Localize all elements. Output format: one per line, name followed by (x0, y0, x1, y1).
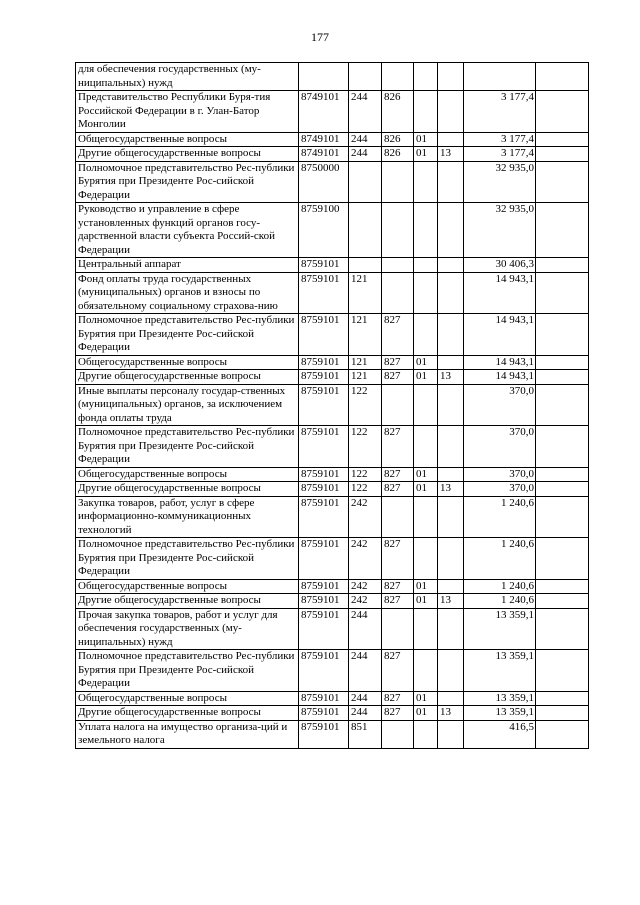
target-article-cell (299, 63, 349, 91)
expense-type-cell: 244 (349, 91, 382, 133)
row-name-cell: Другие общегосударственные вопросы (76, 370, 299, 385)
row-name-cell: Общегосударственные вопросы (76, 355, 299, 370)
empty-cell (536, 594, 589, 609)
subsection-code-cell (438, 355, 464, 370)
amount-cell: 32 935,0 (464, 203, 536, 258)
expense-type-cell: 851 (349, 720, 382, 748)
row-name-cell: Полномочное представительство Рес-публики Бурятия при Президенте Рос-сийской Федерации (76, 314, 299, 356)
administrator-code-cell: 826 (382, 147, 414, 162)
subsection-code-cell (438, 608, 464, 650)
section-code-cell (414, 203, 438, 258)
amount-cell: 13 359,1 (464, 706, 536, 721)
target-article-cell: 8749101 (299, 147, 349, 162)
target-article-cell: 8759101 (299, 650, 349, 692)
row-name-cell: Полномочное представительство Рес-публики Бурятия при Президенте Рос-сийской Федерации (76, 650, 299, 692)
target-article-cell: 8759101 (299, 706, 349, 721)
expense-type-cell (349, 203, 382, 258)
target-article-cell: 8759101 (299, 608, 349, 650)
expense-type-cell: 244 (349, 132, 382, 147)
target-article-cell: 8759101 (299, 482, 349, 497)
expense-type-cell: 244 (349, 147, 382, 162)
amount-cell: 3 177,4 (464, 91, 536, 133)
table-row (76, 272, 589, 314)
amount-cell: 14 943,1 (464, 314, 536, 356)
row-name-cell: Общегосударственные вопросы (76, 132, 299, 147)
subsection-code-cell (438, 691, 464, 706)
empty-cell (536, 720, 589, 748)
expense-type-cell (349, 161, 382, 203)
target-article-cell: 8749101 (299, 132, 349, 147)
table-row (76, 258, 589, 273)
table-row (76, 579, 589, 594)
amount-cell: 416,5 (464, 720, 536, 748)
row-name-cell: Полномочное представительство Рес-публики Бурятия при Президенте Рос-сийской Федерации (76, 161, 299, 203)
target-article-cell: 8759101 (299, 496, 349, 538)
expense-type-cell (349, 63, 382, 91)
target-article-cell: 8759101 (299, 594, 349, 609)
amount-cell: 13 359,1 (464, 608, 536, 650)
expense-type-cell: 121 (349, 370, 382, 385)
empty-cell (536, 272, 589, 314)
administrator-code-cell (382, 608, 414, 650)
row-name-cell: Общегосударственные вопросы (76, 691, 299, 706)
row-name-cell: Полномочное представительство Рес-публики Бурятия при Президенте Рос-сийской Федерации (76, 538, 299, 580)
expense-type-cell: 244 (349, 608, 382, 650)
expense-type-cell: 121 (349, 272, 382, 314)
section-code-cell (414, 272, 438, 314)
amount-cell: 370,0 (464, 482, 536, 497)
subsection-code-cell (438, 63, 464, 91)
table-row (76, 426, 589, 468)
administrator-code-cell (382, 272, 414, 314)
amount-cell: 13 359,1 (464, 650, 536, 692)
subsection-code-cell: 13 (438, 594, 464, 609)
administrator-code-cell: 827 (382, 426, 414, 468)
subsection-code-cell (438, 720, 464, 748)
empty-cell (536, 691, 589, 706)
target-article-cell: 8759101 (299, 272, 349, 314)
expense-type-cell: 244 (349, 706, 382, 721)
target-article-cell: 8759101 (299, 384, 349, 426)
table-row (76, 370, 589, 385)
empty-cell (536, 496, 589, 538)
table-row (76, 467, 589, 482)
section-code-cell: 01 (414, 706, 438, 721)
administrator-code-cell: 827 (382, 594, 414, 609)
budget-table-body (76, 63, 589, 749)
amount-cell: 14 943,1 (464, 272, 536, 314)
section-code-cell (414, 426, 438, 468)
administrator-code-cell (382, 63, 414, 91)
row-name-cell: Иные выплаты персоналу государ-ственных (муниципальных) органов, за исключением фонда оплаты труда (76, 384, 299, 426)
section-code-cell (414, 720, 438, 748)
target-article-cell: 8759101 (299, 538, 349, 580)
section-code-cell: 01 (414, 482, 438, 497)
amount-cell: 1 240,6 (464, 538, 536, 580)
row-name-cell: Общегосударственные вопросы (76, 579, 299, 594)
target-article-cell: 8759101 (299, 258, 349, 273)
table-row (76, 314, 589, 356)
empty-cell (536, 314, 589, 356)
expense-type-cell: 121 (349, 314, 382, 356)
amount-cell (464, 63, 536, 91)
row-name-cell: Руководство и управление в сфере установленных функций органов госу-дарственной власти субъекта Россий-ской Федерации (76, 203, 299, 258)
row-name-cell: Фонд оплаты труда государственных (муниципальных) органов и взносы по обязательному социальному страхова-нию (76, 272, 299, 314)
table-row (76, 91, 589, 133)
subsection-code-cell: 13 (438, 370, 464, 385)
subsection-code-cell (438, 650, 464, 692)
expense-type-cell: 242 (349, 538, 382, 580)
amount-cell: 14 943,1 (464, 355, 536, 370)
subsection-code-cell (438, 314, 464, 356)
table-row (76, 482, 589, 497)
row-name-cell: Закупка товаров, работ, услуг в сфере информационно-коммуникационных технологий (76, 496, 299, 538)
section-code-cell (414, 650, 438, 692)
subsection-code-cell (438, 467, 464, 482)
administrator-code-cell: 827 (382, 579, 414, 594)
subsection-code-cell (438, 538, 464, 580)
target-article-cell: 8759101 (299, 355, 349, 370)
administrator-code-cell (382, 496, 414, 538)
page-number: 177 (311, 30, 329, 44)
subsection-code-cell: 13 (438, 147, 464, 162)
table-row (76, 161, 589, 203)
empty-cell (536, 608, 589, 650)
empty-cell (536, 63, 589, 91)
table-row (76, 706, 589, 721)
section-code-cell (414, 91, 438, 133)
administrator-code-cell (382, 720, 414, 748)
row-name-cell: Другие общегосударственные вопросы (76, 706, 299, 721)
empty-cell (536, 258, 589, 273)
section-code-cell (414, 496, 438, 538)
target-article-cell: 8759101 (299, 426, 349, 468)
expense-type-cell: 122 (349, 426, 382, 468)
expense-type-cell: 242 (349, 579, 382, 594)
amount-cell: 370,0 (464, 384, 536, 426)
empty-cell (536, 147, 589, 162)
expense-type-cell: 244 (349, 650, 382, 692)
administrator-code-cell: 827 (382, 691, 414, 706)
section-code-cell: 01 (414, 594, 438, 609)
target-article-cell: 8759101 (299, 314, 349, 356)
expense-type-cell: 242 (349, 594, 382, 609)
table-row (76, 355, 589, 370)
target-article-cell: 8759101 (299, 691, 349, 706)
row-name-cell: Прочая закупка товаров, работ и услуг для обеспечения государственных (му-ниципальных) нужд (76, 608, 299, 650)
empty-cell (536, 132, 589, 147)
administrator-code-cell: 827 (382, 314, 414, 356)
empty-cell (536, 355, 589, 370)
subsection-code-cell (438, 161, 464, 203)
section-code-cell: 01 (414, 691, 438, 706)
section-code-cell (414, 608, 438, 650)
section-code-cell: 01 (414, 370, 438, 385)
administrator-code-cell: 827 (382, 467, 414, 482)
section-code-cell (414, 161, 438, 203)
table-row (76, 608, 589, 650)
expense-type-cell: 122 (349, 467, 382, 482)
amount-cell: 1 240,6 (464, 594, 536, 609)
empty-cell (536, 482, 589, 497)
target-article-cell: 8749101 (299, 91, 349, 133)
target-article-cell: 8759101 (299, 579, 349, 594)
target-article-cell: 8759101 (299, 370, 349, 385)
amount-cell: 13 359,1 (464, 691, 536, 706)
expense-type-cell: 244 (349, 691, 382, 706)
empty-cell (536, 538, 589, 580)
expense-type-cell (349, 258, 382, 273)
empty-cell (536, 650, 589, 692)
empty-cell (536, 91, 589, 133)
subsection-code-cell (438, 496, 464, 538)
row-name-cell: Другие общегосударственные вопросы (76, 482, 299, 497)
row-name-cell: Полномочное представительство Рес-публики Бурятия при Президенте Рос-сийской Федерации (76, 426, 299, 468)
amount-cell: 1 240,6 (464, 496, 536, 538)
table-row (76, 691, 589, 706)
amount-cell: 1 240,6 (464, 579, 536, 594)
subsection-code-cell (438, 203, 464, 258)
target-article-cell: 8759101 (299, 467, 349, 482)
administrator-code-cell: 827 (382, 538, 414, 580)
administrator-code-cell: 827 (382, 355, 414, 370)
administrator-code-cell: 827 (382, 650, 414, 692)
empty-cell (536, 370, 589, 385)
administrator-code-cell: 827 (382, 482, 414, 497)
administrator-code-cell (382, 384, 414, 426)
row-name-cell: Представительство Республики Буря-тия Российской Федерации в г. Улан-Батор Монголии (76, 91, 299, 133)
subsection-code-cell (438, 132, 464, 147)
section-code-cell (414, 384, 438, 426)
amount-cell: 370,0 (464, 426, 536, 468)
section-code-cell: 01 (414, 132, 438, 147)
expense-type-cell: 121 (349, 355, 382, 370)
subsection-code-cell (438, 426, 464, 468)
budget-table (75, 62, 589, 749)
amount-cell: 14 943,1 (464, 370, 536, 385)
empty-cell (536, 203, 589, 258)
subsection-code-cell (438, 91, 464, 133)
section-code-cell (414, 258, 438, 273)
expense-type-cell: 122 (349, 384, 382, 426)
subsection-code-cell (438, 384, 464, 426)
empty-cell (536, 579, 589, 594)
subsection-code-cell (438, 258, 464, 273)
section-code-cell: 01 (414, 467, 438, 482)
administrator-code-cell: 827 (382, 370, 414, 385)
row-name-cell: Другие общегосударственные вопросы (76, 594, 299, 609)
table-row (76, 203, 589, 258)
section-code-cell (414, 314, 438, 356)
subsection-code-cell: 13 (438, 706, 464, 721)
section-code-cell: 01 (414, 147, 438, 162)
administrator-code-cell (382, 203, 414, 258)
administrator-code-cell (382, 161, 414, 203)
amount-cell: 30 406,3 (464, 258, 536, 273)
amount-cell: 3 177,4 (464, 147, 536, 162)
table-row (76, 650, 589, 692)
table-row (76, 384, 589, 426)
expense-type-cell: 242 (349, 496, 382, 538)
table-row (76, 132, 589, 147)
row-name-cell: для обеспечения государственных (му-ниципальных) нужд (76, 63, 299, 91)
row-name-cell: Другие общегосударственные вопросы (76, 147, 299, 162)
empty-cell (536, 426, 589, 468)
section-code-cell (414, 538, 438, 580)
amount-cell: 370,0 (464, 467, 536, 482)
table-row (76, 538, 589, 580)
row-name-cell: Уплата налога на имущество организа-ций и земельного налога (76, 720, 299, 748)
table-row (76, 720, 589, 748)
empty-cell (536, 706, 589, 721)
row-name-cell: Центральный аппарат (76, 258, 299, 273)
subsection-code-cell (438, 272, 464, 314)
empty-cell (536, 467, 589, 482)
row-name-cell: Общегосударственные вопросы (76, 467, 299, 482)
section-code-cell (414, 63, 438, 91)
target-article-cell: 8759101 (299, 720, 349, 748)
table-row (76, 147, 589, 162)
subsection-code-cell (438, 579, 464, 594)
expense-type-cell: 122 (349, 482, 382, 497)
table-row (76, 594, 589, 609)
table-row (76, 63, 589, 91)
target-article-cell: 8750000 (299, 161, 349, 203)
amount-cell: 3 177,4 (464, 132, 536, 147)
section-code-cell: 01 (414, 355, 438, 370)
empty-cell (536, 161, 589, 203)
administrator-code-cell (382, 258, 414, 273)
administrator-code-cell: 826 (382, 132, 414, 147)
section-code-cell: 01 (414, 579, 438, 594)
empty-cell (536, 384, 589, 426)
administrator-code-cell: 826 (382, 91, 414, 133)
subsection-code-cell: 13 (438, 482, 464, 497)
table-row (76, 496, 589, 538)
target-article-cell: 8759100 (299, 203, 349, 258)
administrator-code-cell: 827 (382, 706, 414, 721)
amount-cell: 32 935,0 (464, 161, 536, 203)
